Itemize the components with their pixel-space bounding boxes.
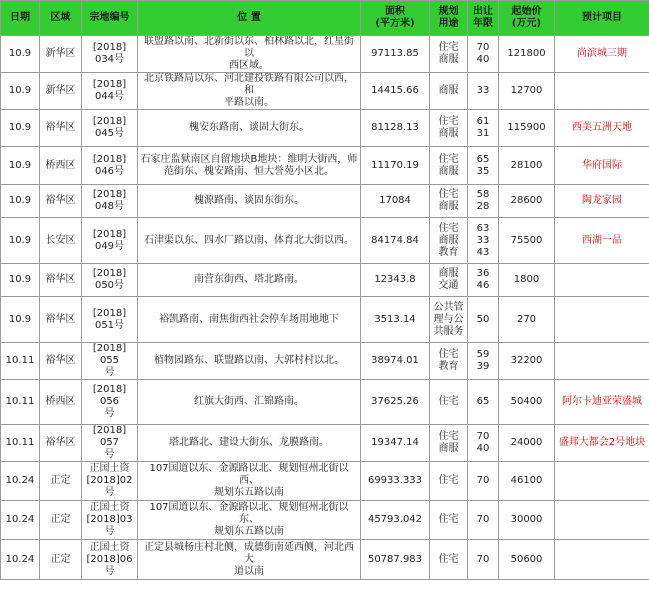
cell-district: 裕华区 [40, 425, 82, 462]
cell-line: 46 [476, 280, 490, 291]
cell-term [468, 264, 499, 297]
cell-use [430, 185, 468, 218]
cell-line: 范街东、槐安路南、恒大誉苑小区北。 [164, 165, 334, 177]
header-use [430, 1, 468, 36]
header-price [499, 1, 555, 36]
cell-project: 阿尔卡迪亚荣盛城 [555, 380, 649, 425]
cell-date: 10.9 [1, 264, 40, 297]
cell-area: 19347.14 [361, 425, 430, 462]
cell-parcel [82, 218, 138, 264]
cell-line: 商服 [438, 443, 459, 454]
cell-line: 号 [104, 408, 115, 419]
cell-date: 10.9 [1, 297, 40, 343]
cell-project [555, 264, 649, 297]
cell-area: 84174.84 [361, 218, 430, 264]
cell-line: 商服 [438, 165, 459, 177]
cell-area: 69933.333 [361, 462, 430, 501]
cell-district: 正定 [40, 540, 82, 580]
cell-district: 长安区 [40, 218, 82, 264]
cell-line: 商服 [438, 268, 459, 279]
cell-use [430, 540, 468, 580]
cell-line: 号 [104, 449, 115, 460]
cell-term [468, 380, 499, 425]
cell-line: 教育 [438, 246, 459, 258]
cell-district: 裕华区 [40, 110, 82, 147]
cell-price: 50600 [499, 540, 555, 580]
cell-line: 正国土资 [89, 502, 130, 513]
cell-line: 046号 [94, 165, 125, 177]
cell-project [555, 297, 649, 343]
cell-area: 50787.983 [361, 540, 430, 580]
table-row [1, 36, 649, 73]
cell-line: 33 [476, 234, 490, 246]
cell-line: 北京铁路局以东、河北建投铁路有限公司以西，和 [144, 73, 354, 96]
cell-line: 70 [476, 42, 490, 53]
cell-line: [2018] 055 [92, 343, 127, 366]
table-row [1, 264, 649, 297]
cell-line: 出让 [473, 6, 493, 17]
cell-district: 桥西区 [40, 380, 82, 425]
cell-line: 050号 [94, 280, 125, 291]
cell-location [138, 343, 361, 380]
cell-line: 交通 [438, 280, 459, 291]
cell-term [468, 218, 499, 264]
cell-line: [2018] [92, 307, 127, 319]
cell-use [430, 36, 468, 73]
cell-term [468, 540, 499, 580]
cell-line: [2018]03号 [86, 514, 133, 537]
cell-project: 西湖一品 [555, 218, 649, 264]
table-row [1, 110, 649, 147]
cell-line: 70 [476, 431, 490, 442]
cell-price: 24000 [499, 425, 555, 462]
table-row [1, 73, 649, 110]
cell-district: 裕华区 [40, 264, 82, 297]
header-location: 位 置 [138, 1, 361, 36]
cell-line: 裕凯路南、南焦街西社会停车场用地地下 [159, 313, 339, 325]
cell-line: 南营东街西、塔北路南。 [194, 274, 304, 285]
cell-location [138, 425, 361, 462]
cell-date: 10.9 [1, 110, 40, 147]
cell-line: 住宅 [438, 42, 459, 53]
cell-line: 034号 [94, 54, 125, 65]
cell-term [468, 297, 499, 343]
cell-district: 正定 [40, 501, 82, 540]
header-district: 区域 [40, 1, 82, 36]
cell-line: 住宅 [438, 116, 459, 127]
cell-date: 10.9 [1, 36, 40, 73]
cell-term [468, 73, 499, 110]
cell-district: 裕华区 [40, 297, 82, 343]
cell-line: 50 [476, 313, 490, 325]
cell-district: 正定 [40, 462, 82, 501]
cell-line: 40 [476, 443, 490, 454]
cell-line: 70 [476, 553, 490, 565]
cell-line: 理与公 [433, 313, 464, 325]
cell-line: 住宅 [438, 514, 459, 525]
cell-line: 塔北路北、建设大街东、龙膜路南。 [169, 437, 329, 448]
cell-parcel [82, 540, 138, 580]
cell-parcel [82, 110, 138, 147]
header-row [1, 1, 649, 36]
cell-parcel [82, 73, 138, 110]
cell-price: 12700 [499, 73, 555, 110]
cell-line: 住宅 [438, 475, 459, 486]
cell-parcel [82, 462, 138, 501]
cell-line: 商服 [438, 201, 459, 212]
cell-line: 65 [476, 396, 490, 407]
cell-area: 97113.85 [361, 36, 430, 73]
cell-date: 10.24 [1, 540, 40, 580]
cell-location [138, 110, 361, 147]
cell-line: 石津渠以东、四水厂路以南、体育北大街以西。 [144, 234, 354, 246]
cell-parcel [82, 425, 138, 462]
cell-price: 115900 [499, 110, 555, 147]
cell-line: 33 [476, 85, 490, 96]
cell-date: 10.24 [1, 501, 40, 540]
cell-term [468, 36, 499, 73]
cell-date: 10.11 [1, 380, 40, 425]
cell-line: (万元) [511, 18, 542, 29]
cell-use [430, 218, 468, 264]
cell-district: 新华区 [40, 36, 82, 73]
cell-project [555, 343, 649, 380]
cell-line: 59 [476, 349, 490, 360]
header-term [468, 1, 499, 36]
cell-location [138, 36, 361, 73]
cell-price: 121800 [499, 36, 555, 73]
cell-area: 17084 [361, 185, 430, 218]
cell-line: 槐源路南、谈固东街东。 [194, 195, 304, 206]
cell-line: 65 [476, 153, 490, 165]
cell-parcel [82, 343, 138, 380]
cell-line: 住宅 [438, 222, 459, 234]
cell-line: 联盟路以南、北新街以东、柏林路以北，红星街以 [144, 36, 354, 59]
cell-line: 正定县城杨庄村北侧，成德街南延西侧，河北西大 [144, 541, 354, 565]
header-project: 预计项目 [555, 1, 649, 36]
table-row [1, 297, 649, 343]
cell-project: 陶龙家园 [555, 185, 649, 218]
table-row [1, 147, 649, 185]
cell-term [468, 147, 499, 185]
cell-project: 华府国际 [555, 147, 649, 185]
cell-term [468, 425, 499, 462]
cell-project [555, 540, 649, 580]
header-parcel: 宗地编号 [82, 1, 138, 36]
cell-line: 道以南 [234, 565, 264, 577]
cell-line: 号 [104, 367, 115, 378]
table-row [1, 501, 649, 540]
cell-area: 11170.19 [361, 147, 430, 185]
cell-line: 70 [476, 514, 490, 525]
cell-line: [2018] [92, 153, 127, 165]
cell-area: 38974.01 [361, 343, 430, 380]
table-row [1, 425, 649, 462]
cell-area: 12343.8 [361, 264, 430, 297]
table-row [1, 380, 649, 425]
cell-price: 75500 [499, 218, 555, 264]
cell-area: 3513.14 [361, 297, 430, 343]
cell-line: 公共管 [433, 301, 464, 313]
cell-use [430, 110, 468, 147]
cell-use [430, 425, 468, 462]
cell-line: [2018]06号 [86, 553, 133, 577]
cell-location [138, 380, 361, 425]
cell-line: 教育 [438, 361, 459, 372]
cell-line: 049号 [94, 240, 125, 252]
cell-price: 28100 [499, 147, 555, 185]
cell-line: 商服 [438, 54, 459, 65]
cell-line: 共服务 [433, 325, 464, 337]
cell-line: 起始价 [511, 6, 542, 17]
cell-price: 30000 [499, 501, 555, 540]
cell-project: 盛邦大都会2号地块 [555, 425, 649, 462]
cell-line: 107国道以东、金源路以北、规划恒州北街以西、 [149, 463, 349, 486]
cell-date: 10.9 [1, 73, 40, 110]
cell-line: 正国土资 [89, 463, 130, 474]
cell-date: 10.9 [1, 147, 40, 185]
cell-line: [2018] 056 [92, 384, 127, 407]
cell-location [138, 264, 361, 297]
cell-line: 商服 [438, 128, 459, 139]
cell-line: [2018] [92, 189, 127, 200]
cell-line: [2018] [92, 79, 127, 90]
cell-location [138, 462, 361, 501]
cell-line: 槐安东路南、谈固大街东。 [189, 122, 309, 133]
cell-line: 红旗大街西、汇锦路南。 [194, 396, 304, 407]
cell-line: 规划 [438, 6, 459, 17]
cell-area: 45793.042 [361, 501, 430, 540]
header-area [361, 1, 430, 36]
cell-date: 10.9 [1, 218, 40, 264]
cell-parcel [82, 185, 138, 218]
cell-term [468, 462, 499, 501]
table-row [1, 540, 649, 580]
cell-line: [2018] [92, 42, 127, 53]
cell-line: 045号 [94, 128, 125, 139]
cell-line: 63 [476, 222, 490, 234]
cell-line: 70 [476, 475, 490, 486]
cell-line: 40 [476, 54, 490, 65]
cell-price: 270 [499, 297, 555, 343]
cell-line: 61 [476, 116, 490, 127]
cell-line: 商服 [438, 85, 459, 96]
cell-use [430, 73, 468, 110]
cell-line: 28 [476, 201, 490, 212]
header-date: 日期 [1, 1, 40, 36]
cell-date: 10.11 [1, 343, 40, 380]
table-row [1, 185, 649, 218]
cell-line: 住宅 [438, 396, 459, 407]
cell-price: 46100 [499, 462, 555, 501]
cell-price: 28600 [499, 185, 555, 218]
cell-line: 规划东五路以南 [214, 487, 284, 498]
cell-use [430, 501, 468, 540]
cell-line: 住宅 [438, 189, 459, 200]
cell-line: 植物园路东、联盟路以南、大郭村村以北。 [154, 355, 344, 366]
cell-price: 1800 [499, 264, 555, 297]
cell-use [430, 264, 468, 297]
cell-term [468, 110, 499, 147]
cell-location [138, 501, 361, 540]
cell-term [468, 185, 499, 218]
cell-line: 048号 [94, 201, 125, 212]
cell-area: 14415.66 [361, 73, 430, 110]
cell-district: 新华区 [40, 73, 82, 110]
cell-line: [2018] [92, 116, 127, 127]
cell-project: 尚滨城三期 [555, 36, 649, 73]
cell-line: 住宅 [438, 431, 459, 442]
cell-parcel [82, 264, 138, 297]
cell-district: 裕华区 [40, 185, 82, 218]
cell-line: 住宅 [438, 349, 459, 360]
cell-parcel [82, 36, 138, 73]
cell-location [138, 297, 361, 343]
cell-line: [2018]02号 [86, 475, 133, 498]
cell-use [430, 462, 468, 501]
cell-district: 裕华区 [40, 343, 82, 380]
cell-line: [2018] 057 [92, 425, 127, 448]
cell-line: 年限 [473, 18, 493, 29]
cell-area: 81128.13 [361, 110, 430, 147]
cell-line: [2018] [92, 228, 127, 240]
cell-date: 10.24 [1, 462, 40, 501]
cell-use [430, 343, 468, 380]
cell-line: 051号 [94, 319, 125, 331]
cell-line: 36 [476, 268, 490, 279]
cell-line: 面积 [385, 6, 405, 17]
cell-project: 西美五洲天地 [555, 110, 649, 147]
cell-line: 044号 [94, 91, 125, 102]
cell-line: 商服 [438, 234, 459, 246]
cell-line: 39 [476, 361, 490, 372]
cell-location [138, 147, 361, 185]
cell-use [430, 380, 468, 425]
cell-line: 平路以南。 [224, 97, 274, 108]
cell-parcel [82, 297, 138, 343]
cell-location [138, 218, 361, 264]
cell-line: 西区域。 [229, 60, 269, 71]
cell-line: 用途 [438, 18, 459, 29]
cell-use [430, 147, 468, 185]
cell-term [468, 501, 499, 540]
cell-project [555, 501, 649, 540]
table-row [1, 343, 649, 380]
table-row [1, 462, 649, 501]
cell-price: 50400 [499, 380, 555, 425]
cell-location [138, 540, 361, 580]
cell-line: 住宅 [438, 153, 459, 165]
cell-date: 10.11 [1, 425, 40, 462]
cell-term [468, 343, 499, 380]
cell-project [555, 462, 649, 501]
cell-line: 石家庄监狱南区自留地块B地块：维明大街西，师 [140, 153, 358, 165]
cell-location [138, 73, 361, 110]
cell-line: 31 [476, 128, 490, 139]
cell-line: 正国土资 [89, 541, 130, 553]
cell-line: 35 [476, 165, 490, 177]
cell-parcel [82, 147, 138, 185]
cell-parcel [82, 501, 138, 540]
cell-line: 43 [476, 246, 490, 258]
cell-parcel [82, 380, 138, 425]
cell-line: 107国道以东、金源路以北、规划恒州北街以东、 [149, 502, 349, 525]
cell-district: 桥西区 [40, 147, 82, 185]
cell-line: (平方米) [375, 18, 415, 29]
cell-location [138, 185, 361, 218]
cell-line: [2018] [92, 268, 127, 279]
cell-line: 58 [476, 189, 490, 200]
cell-use [430, 297, 468, 343]
cell-date: 10.9 [1, 185, 40, 218]
cell-line: 规划东五路以南 [214, 526, 284, 537]
cell-price: 32200 [499, 343, 555, 380]
cell-line: 住宅 [438, 553, 459, 565]
cell-project [555, 73, 649, 110]
table-row [1, 218, 649, 264]
cell-area: 37625.26 [361, 380, 430, 425]
